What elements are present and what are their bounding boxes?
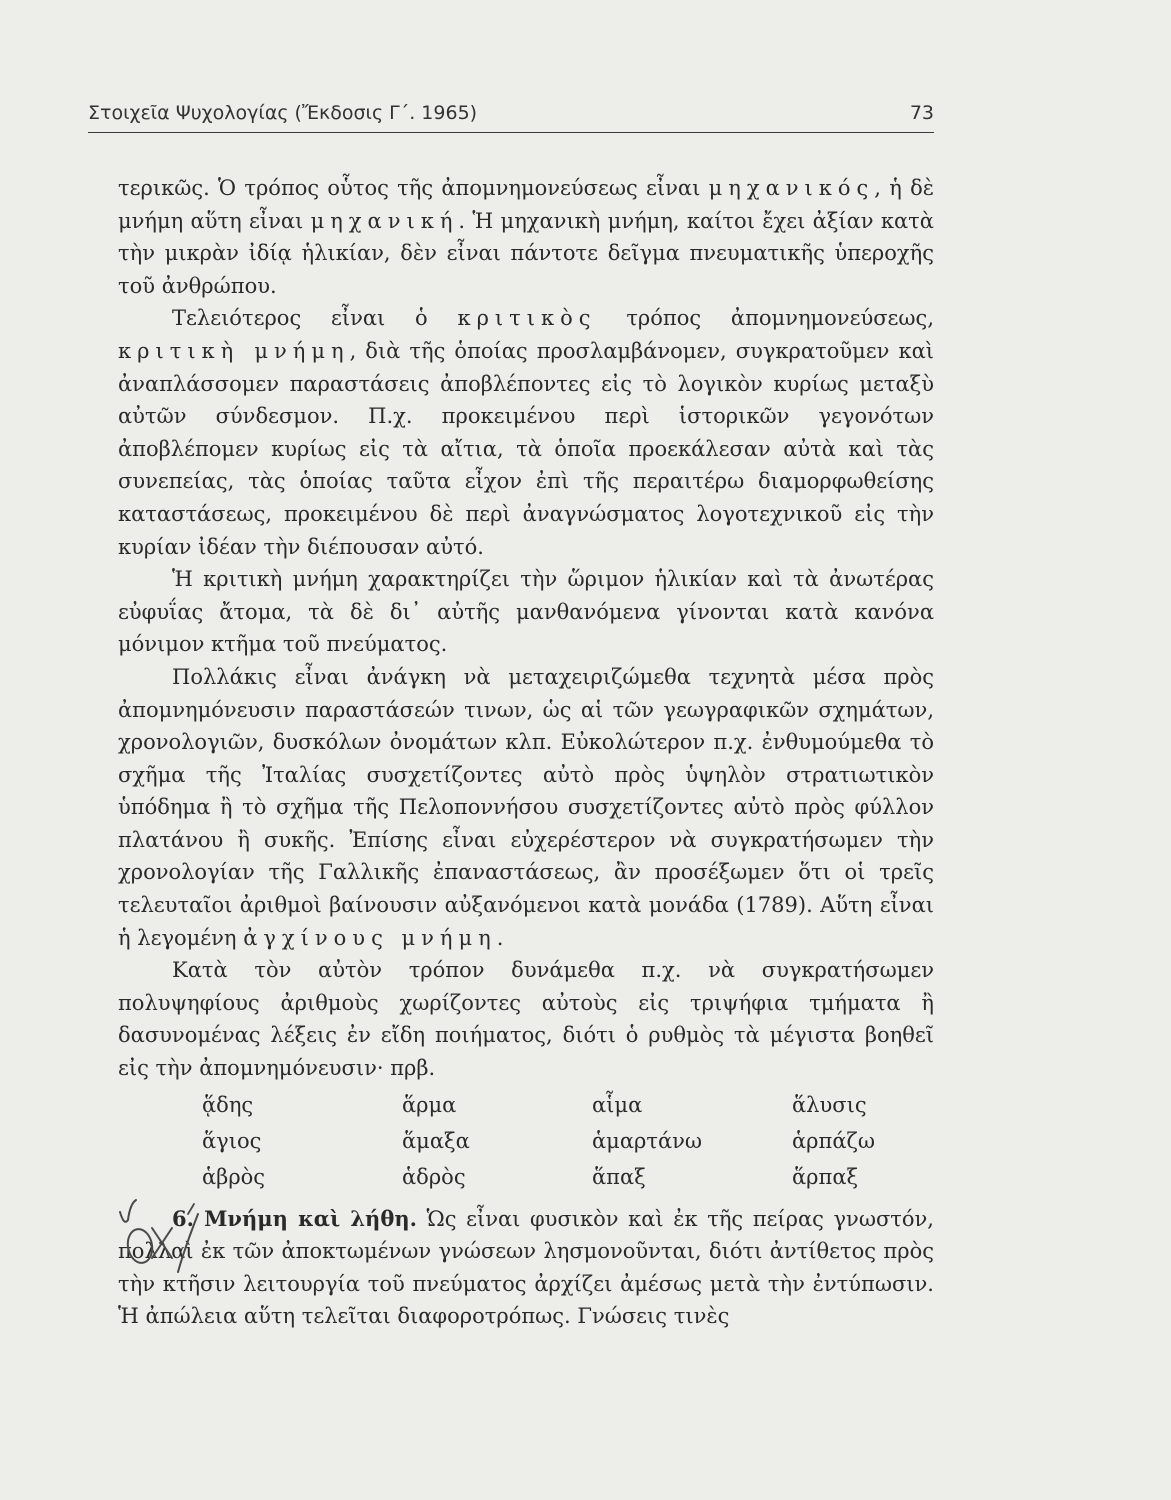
word-item: ἁδρὸς [402,1164,466,1189]
page-body [118,172,934,1333]
word-item: ἅγιος [202,1128,262,1153]
word-item: ἅμαξα [402,1128,470,1153]
spaced-term: μηχανική [310,208,459,233]
word-item: ἁβρὸς [202,1164,266,1189]
word-item: ἁμαρτάνω [592,1128,703,1153]
word-item: ᾅδης [202,1092,254,1117]
spaced-term: κριτικὴ μνήμη [118,338,350,363]
paragraph-critical-memory: Τελειότερος εἶναι ὁ κριτικὸς τρόπος ἀπομνημονεύσεως, κριτικὴ μνήμη, διὰ τῆς ὁποίας προσλαμβάνομεν, συγκρατοῦμεν καὶ ἀναπλάσσομεν παραστάσεις ἀποβλέποντες εἰς τὸ λογικὸν κυρίως μεταξὺ αὐτῶν σύνδεσμον. Π.χ. προκειμένου περὶ ἱστορικῶν γεγονότων ἀποβλέπομεν κυρίως εἰς τὰ αἴτια, τὰ ὁποῖα προεκάλεσαν αὐτὰ καὶ τὰς συνεπείας, τὰς ὁποίας ταῦτα εἶχον ἐπὶ τῆς περαιτέρω διαμορφωθείσης καταστάσεως, προκειμένου δὲ περὶ ἀναγνώσματος λογοτεχνικοῦ εἰς τὴν κυρίαν ἰδέαν τὴν διέπουσαν αὐτό. [118,306,935,559]
word-list [202,1087,934,1195]
paragraph-mechanical-memory: τερικῶς. Ὁ τρόπος οὗτος τῆς ἀπομνημονεύσεως εἶναι μηχανικός, ἡ δὲ μνήμη αὕτη εἶναι μηχανική. Ἡ μηχανικὴ μνήμη, καίτοι ἔχει ἀξίαν κατὰ τὴν μικρὰν ἰδίᾳ ἡλικίαν, δὲν εἶναι πάντοτε δεῖγμα πνευματικῆς ὑπεροχῆς τοῦ ἀνθρώπου. [118,176,934,298]
word-item: ἅρπαξ [792,1164,859,1189]
running-header [88,102,934,133]
word-item: ἅλυσις [792,1092,867,1117]
spaced-term: κριτικὸς [457,306,597,331]
section-memory-forgetting [118,1203,934,1333]
section-title: 6. Μνήμη καὶ λήθη. [172,1205,417,1231]
header-title: Στοιχεῖα Ψυχολογίας (Ἔκδοσις Γ΄. 1965) [88,102,478,124]
page-number: 73 [909,102,934,124]
section-text: Ὡς εἶναι φυσικὸν καὶ ἐκ τῆς πείρας γνωστόν, πολλαὶ ἐκ τῶν ἀποκτωμένων γνώσεων λησμονοῦνται, διότι ἀντίθετος πρὸς τὴν κτῆσιν λειτουργία τοῦ πνεύματος ἀρχίζει ἀμέσως μετὰ τὴν ἐντύπωσιν. Ἡ ἀπώλεια αὕτη τελεῖται διαφοροτρόπως. Γνώσεις τινὲς [118,1206,934,1329]
word-item: ἅρμα [402,1092,457,1117]
paragraph-rhythm: Κατὰ τὸν αὐτὸν τρόπον δυνάμεθα π.χ. νὰ συγκρατήσωμεν πολυψηφίους ἀριθμοὺς χωρίζοντες αὐτοὺς εἰς τριψήφια τμήματα ἢ δασυνομένας λέξεις ἐν εἴδη ποιήματος, διότι ὁ ρυθμὸς τὰ μέγιστα βοηθεῖ εἰς τὴν ἀπομνημόνευσιν· πρβ. [118,958,934,1081]
word-item: αἷμα [592,1092,643,1117]
paragraph-mnemonic-aids: Πολλάκις εἶναι ἀνάγκη νὰ μεταχειριζώμεθα τεχνητὰ μέσα πρὸς ἀπομνημόνευσιν παραστάσεών τινων, ὡς αἱ τῶν γεωγραφικῶν σχημάτων, χρονολογιῶν, δυσκόλων ὀνομάτων κλπ. Εὐκολώτερον π.χ. ἐνθυμούμεθα τὸ σχῆμα τῆς Ἰταλίας συσχετίζοντες αὐτὸ πρὸς ὑψηλὸν στρατιωτικὸν ὑπόδημα ἢ τὸ σχῆμα τῆς Πελοποννήσου συσχετίζοντες αὐτὸ πρὸς φύλλον πλατάνου ἢ συκῆς. Ἐπίσης εἶναι εὐχερέστερον νὰ συγκρατήσωμεν τὴν χρονολογίαν τῆς Γαλλικῆς ἐπαναστάσεως, ἂν προσέξωμεν ὅτι οἱ τρεῖς τελευταῖοι ἀριθμοὶ βαίνουσιν αὐξανόμενοι κατὰ μονάδα (1789). Αὕτη εἶναι ἡ λεγομένη ἀγχίνους μνήμη. [118,664,934,950]
paragraph-mature-memory: Ἡ κριτικὴ μνήμη χαρακτηρίζει τὴν ὥριμον ἡλικίαν καὶ τὰ ἀνωτέρας εὐφυΐας ἄτομα, τὰ δὲ δι᾽ αὐτῆς μανθανόμενα γίνονται κατὰ κανόνα μόνιμον κτῆμα τοῦ πνεύματος. [118,567,934,657]
spaced-term: μηχανικός [708,176,875,200]
spaced-term: ἀγχίνους μνήμη [243,925,497,950]
word-item: ἁρπάζω [792,1128,876,1153]
handwritten-margin-note [112,1192,212,1282]
word-item: ἅπαξ [592,1164,646,1189]
